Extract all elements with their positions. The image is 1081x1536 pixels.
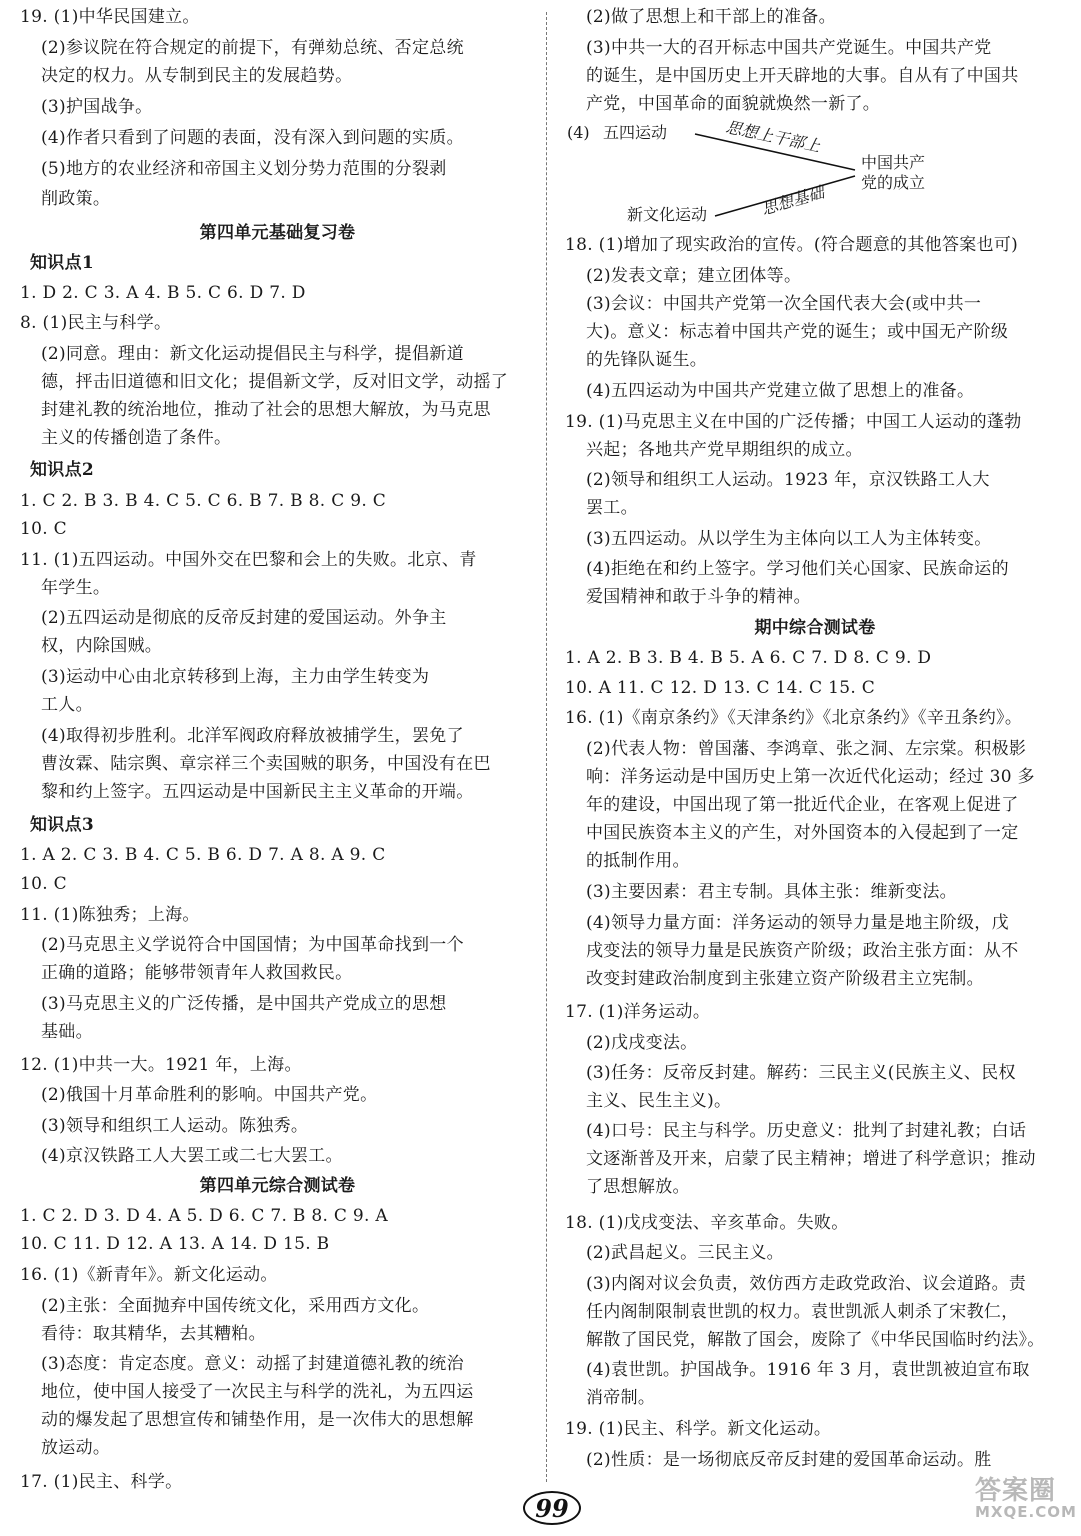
left-column-line: (4)作者只看到了问题的表面，没有深入到问题的实质。: [41, 128, 464, 148]
right-column-line: 19. (1)民主、科学。新文化运动。: [565, 1419, 832, 1439]
right-column-line: (4)五四运动为中国共产党建立做了思想上的准备。: [586, 381, 975, 401]
left-column-line: (3)态度：肯定态度。意义：动摇了封建道德礼教的统治: [41, 1354, 464, 1374]
left-column-line: 封建礼教的统治地位，推动了社会的思想大解放，为马克思: [41, 400, 491, 420]
left-column-line: (2)同意。理由：新文化运动提倡民主与科学，提倡新道: [41, 344, 464, 364]
column-divider: [546, 12, 547, 1482]
right-column-line: 大)。意义：标志着中国共产党的诞生；或中国无产阶级: [586, 322, 1009, 342]
right-column-line: (3)五四运动。从以学生为主体向以工人为主体转变。: [586, 529, 992, 549]
left-column-line: 1. C 2. D 3. D 4. A 5. D 6. C 7. B 8. C 9. A: [20, 1206, 388, 1226]
left-column-line: 第四单元基础复习卷: [199, 223, 356, 243]
left-column-line: 黎和约上签字。五四运动是中国新民主主义革命的开端。: [41, 782, 474, 802]
left-column-line: (2)五四运动是彻底的反帝反封建的爱国运动。外争主: [41, 608, 447, 628]
right-column-line: (2)代表人物：曾国藩、李鸿章、张之洞、左宗棠。积极影: [586, 739, 1027, 759]
right-column-line: 1. A 2. B 3. B 4. B 5. A 6. C 7. D 8. C 9. D: [565, 648, 932, 668]
left-column-line: 第四单元综合测试卷: [199, 1176, 356, 1196]
left-column-line: 地位，使中国人接受了一次民主与科学的洗礼，为五四运: [41, 1382, 474, 1402]
left-column-line: 12. (1)中共一大。1921 年，上海。: [20, 1055, 302, 1075]
left-column-line: (2)俄国十月革命胜利的影响。中国共产党。: [41, 1085, 378, 1105]
left-column-line: 10. C: [20, 519, 67, 539]
left-column-line: 17. (1)民主、科学。: [20, 1472, 183, 1492]
left-column-line: 16. (1)《新青年》。新文化运动。: [20, 1265, 278, 1285]
left-column-line: 看待：取其精华，去其糟粕。: [41, 1324, 266, 1344]
right-column-line: (2)做了思想上和干部上的准备。: [586, 7, 836, 27]
right-column-line: 消帝制。: [586, 1388, 656, 1408]
right-column-line: 16. (1)《南京条约》《天津条约》《北京条约》《辛丑条约》。: [565, 708, 1023, 728]
right-column-line: 任内阁制限制袁世凯的权力。袁世凯派人刺杀了宋教仁，: [586, 1302, 1019, 1322]
right-column-line: 了思想解放。: [586, 1177, 690, 1197]
right-column-line: (3)中共一大的召开标志中国共产党诞生。中国共产党: [586, 38, 992, 58]
right-column-line: (2)领导和组织工人运动。1923 年，京汉铁路工人大: [586, 470, 990, 490]
diagram-edge-top-label: 思想上干部上: [724, 117, 823, 156]
right-column-line: 文逐渐普及开来，启蒙了民主精神；增进了科学意识；推动: [586, 1149, 1036, 1169]
right-column-line: (4)袁世凯。护国战争。1916 年 3 月，袁世凯被迫宣布取: [586, 1360, 1030, 1380]
left-column-line: 权，内除国贼。: [41, 636, 163, 656]
left-column-line: 德，抨击旧道德和旧文化；提倡新文学，反对旧文学，动摇了: [41, 372, 509, 392]
right-column-line: 中国民族资本主义的产生，对外国资本的入侵起到了一定: [586, 823, 1019, 843]
left-column-line: 工人。: [41, 695, 93, 715]
right-column-line: 18. (1)增加了现实政治的宣传。(符合题意的其他答案也可): [565, 235, 1019, 255]
watermark-logo: [975, 1470, 1075, 1530]
left-column-line: 知识点1: [30, 253, 95, 273]
right-column-line: (2)武昌起义。三民主义。: [586, 1243, 784, 1263]
left-column-line: 10. C: [20, 874, 67, 894]
left-column-line: 11. (1)五四运动。中国外交在巴黎和会上的失败。北京、青: [20, 550, 477, 570]
right-column-line: (2)发表文章；建立团体等。: [586, 266, 802, 286]
right-column-line: 10. A 11. C 12. D 13. C 14. C 15. C: [565, 678, 876, 698]
left-column-line: 10. C 11. D 12. A 13. A 14. D 15. B: [20, 1234, 330, 1254]
right-column-line: (2)戊戌变法。: [586, 1033, 698, 1053]
diagram-item-label: (4): [567, 123, 590, 142]
left-column-line: 放运动。: [41, 1438, 111, 1458]
left-column-line: (2)马克思主义学说符合中国国情；为中国革命找到一个: [41, 935, 464, 955]
left-column-line: 1. D 2. C 3. A 4. B 5. C 6. D 7. D: [20, 283, 306, 303]
left-column-line: 决定的权力。从专制到民主的发展趋势。: [41, 66, 353, 86]
right-column-line: 的先锋队诞生。: [586, 350, 708, 370]
right-column-line: 戌变法的领导力量是民族资产阶级；政治主张方面：从不: [586, 941, 1019, 961]
right-column-line: 产党，中国革命的面貌就焕然一新了。: [586, 94, 881, 114]
right-column-line: 17. (1)洋务运动。: [565, 1002, 711, 1022]
right-column-line: 罢工。: [586, 498, 638, 518]
right-column-line: (3)主要因素：君主专制。具体主张：维新变法。: [586, 882, 957, 902]
right-column-line: (4)口号：民主与科学。历史意义：批判了封建礼教；白话: [586, 1121, 1027, 1141]
right-column-line: (3)任务：反帝反封建。解药：三民主义(民族主义、民权: [586, 1063, 1016, 1083]
right-column-line: 响：洋务运动是中国历史上第一次近代化运动；经过 30 多: [586, 767, 1035, 787]
right-column-line: 18. (1)戊戌变法、辛亥革命。失败。: [565, 1213, 849, 1233]
left-column-line: 8. (1)民主与科学。: [20, 313, 172, 333]
right-column-line: (3)内阁对议会负责，效仿西方走政党政治、议会道路。责: [586, 1274, 1027, 1294]
right-column-line: 兴起；各地共产党早期组织的成立。: [586, 440, 863, 460]
relationship-diagram: [565, 117, 1065, 232]
left-column-line: 19. (1)中华民国建立。: [20, 7, 200, 27]
left-column-line: 动的爆发起了思想宣传和铺垫作用，是一次伟大的思想解: [41, 1410, 474, 1430]
watermark-url: MXQE.COM: [975, 1503, 1077, 1521]
left-column-line: (2)主张：全面抛弃中国传统文化，采用西方文化。: [41, 1296, 430, 1316]
right-column-line: (3)会议：中国共产党第一次全国代表大会(或中共一: [586, 294, 982, 314]
left-column-line: (5)地方的农业经济和帝国主义划分势力范围的分裂剥: [41, 159, 447, 179]
diagram-node-may-fourth: 五四运动: [603, 123, 668, 142]
left-column-line: 曹汝霖、陆宗舆、章宗祥三个卖国贼的职务，中国没有在巴: [41, 754, 491, 774]
right-column-line: 19. (1)马克思主义在中国的广泛传播；中国工人运动的蓬勃: [565, 412, 1022, 432]
right-column-line: (4)领导力量方面：洋务运动的领导力量是地主阶级，戊: [586, 913, 1009, 933]
right-column-line: (4)拒绝在和约上签字。学习他们关心国家、民族命运的: [586, 559, 1009, 579]
left-column-line: 削政策。: [41, 189, 111, 209]
left-column-line: 1. C 2. B 3. B 4. C 5. C 6. B 7. B 8. C 9. C: [20, 491, 387, 511]
right-column-line: (2)性质：是一场彻底反帝反封建的爱国革命运动。胜: [586, 1450, 992, 1470]
right-column-line: 年的建设，中国出现了第一批近代企业，在客观上促进了: [586, 795, 1019, 815]
right-column-line: 主义、民生主义)。: [586, 1091, 732, 1111]
left-column-line: 正确的道路；能够带领青年人救国救民。: [41, 963, 353, 983]
diagram-node-cpc-line2: 党的成立: [861, 173, 926, 192]
page-number: [516, 1488, 588, 1528]
left-column-line: 知识点2: [30, 460, 95, 480]
left-column-line: (3)领导和组织工人运动。陈独秀。: [41, 1116, 309, 1136]
left-column-line: (3)护国战争。: [41, 97, 153, 117]
right-column-line: 改变封建政治制度到主张建立资产阶级君主立宪制。: [586, 969, 984, 989]
right-column-line: 的诞生，是中国历史上开天辟地的大事。自从有了中国共: [586, 66, 1019, 86]
left-column-line: 基础。: [41, 1022, 93, 1042]
left-column-line: 知识点3: [30, 815, 95, 835]
left-column-line: 年学生。: [41, 578, 111, 598]
left-column-line: (4)取得初步胜利。北洋军阀政府释放被捕学生，罢免了: [41, 726, 464, 746]
right-column-line: 解散了国民党，解散了国会，废除了《中华民国临时约法》。: [586, 1330, 1045, 1350]
left-column-line: (3)马克思主义的广泛传播，是中国共产党成立的思想: [41, 994, 447, 1014]
left-column-line: 1. A 2. C 3. B 4. C 5. B 6. D 7. A 8. A 9. C: [20, 845, 386, 865]
left-column-line: (3)运动中心由北京转移到上海，主力由学生转变为: [41, 667, 430, 687]
left-column-line: 11. (1)陈独秀；上海。: [20, 905, 200, 925]
diagram-node-cpc-line1: 中国共产: [861, 153, 926, 172]
watermark-text: 答案圈: [975, 1476, 1057, 1506]
left-column-line: 主义的传播创造了条件。: [41, 428, 232, 448]
right-column-line: 爱国精神和敢于斗争的精神。: [586, 587, 811, 607]
left-column-line: (2)参议院在符合规定的前提下，有弹劾总统、否定总统: [41, 38, 464, 58]
right-column-line: 的抵制作用。: [586, 851, 690, 871]
page-number-text: 99: [523, 1491, 581, 1525]
diagram-node-new-culture: 新文化运动: [627, 205, 708, 224]
diagram-edge-bottom-label: 思想基础: [759, 182, 827, 219]
right-column-line: 期中综合测试卷: [754, 618, 876, 638]
left-column-line: (4)京汉铁路工人大罢工或二七大罢工。: [41, 1146, 343, 1166]
